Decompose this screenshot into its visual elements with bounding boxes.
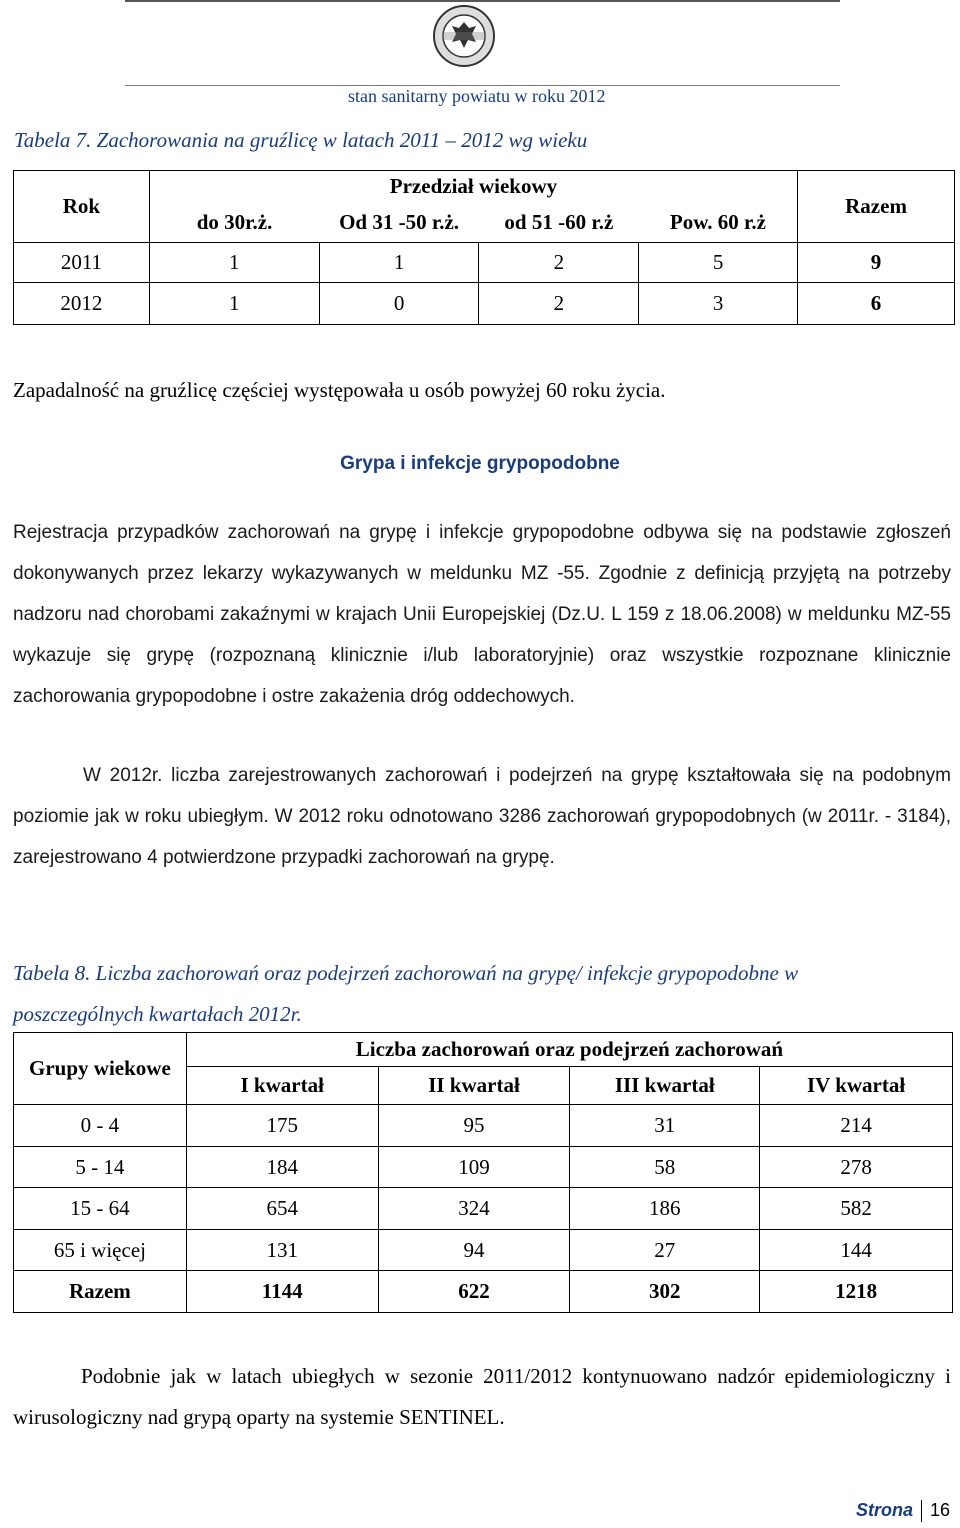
table7-cell: 2 — [479, 283, 639, 325]
table8-col: II kwartał — [378, 1067, 570, 1105]
tb-paragraph: Zapadalność na gruźlicę częściej występowała u osób powyżej 60 roku życia. — [13, 378, 666, 402]
table7-cell: 5 — [639, 243, 798, 283]
table7-cell: 1 — [319, 243, 479, 283]
table7-total: 9 — [798, 243, 955, 283]
table8-caption-label: Tabela 8. — [13, 961, 91, 985]
table8-cell: 31 — [570, 1105, 760, 1147]
table8-cell: 27 — [570, 1230, 760, 1271]
table-row — [14, 283, 955, 325]
header-title: stan sanitarny powiatu w roku 2012 — [348, 86, 606, 106]
table8-cell: 214 — [760, 1105, 953, 1147]
table7-year: 2012 — [14, 283, 150, 325]
table7 — [13, 170, 955, 325]
table8-caption — [13, 953, 933, 1035]
table8-group: 15 - 64 — [14, 1188, 187, 1230]
table8-total-cell: 1144 — [186, 1271, 378, 1313]
page-number: 16 — [929, 1500, 950, 1520]
table-row — [14, 1147, 953, 1188]
table8-cell: 186 — [570, 1188, 760, 1230]
table8-cell: 324 — [378, 1188, 570, 1230]
table-row — [14, 1105, 953, 1147]
table-row — [14, 1188, 953, 1230]
table8-cell: 131 — [186, 1230, 378, 1271]
table8-cell: 175 — [186, 1105, 378, 1147]
sentinel-paragraph: Podobnie jak w latach ubiegłych w sezonie 2011/2012 kontynuowano nadzór epidemiologiczny i wirusologiczny nad grypą oparty na systemie SENTINEL. — [13, 1364, 951, 1429]
table7-cell: 0 — [319, 283, 479, 325]
table8-col: III kwartał — [570, 1067, 760, 1105]
table8-total-cell: 1218 — [760, 1271, 953, 1313]
table8-cell: 144 — [760, 1230, 953, 1271]
table7-year: 2011 — [14, 243, 150, 283]
table8-cell: 582 — [760, 1188, 953, 1230]
flu-heading: Grypa i infekcje grypopodobne — [340, 453, 620, 474]
table7-cell: 2 — [479, 243, 639, 283]
table8-total-label: Razem — [14, 1271, 187, 1313]
table8-head-span: Liczba zachorowań oraz podejrzeń zachorowań — [186, 1033, 952, 1067]
table8-head-groups: Grupy wiekowe — [14, 1033, 187, 1105]
table8-cell: 654 — [186, 1188, 378, 1230]
table8-cell: 184 — [186, 1147, 378, 1188]
table8-col: IV kwartał — [760, 1067, 953, 1105]
footer-separator — [921, 1500, 922, 1522]
table8-cell: 95 — [378, 1105, 570, 1147]
table7-col: do 30r.ż. — [149, 203, 319, 243]
table8 — [13, 1032, 953, 1313]
page-footer — [856, 1500, 950, 1522]
table7-col: od 51 -60 r.ż — [479, 203, 639, 243]
table7-caption — [14, 128, 587, 153]
table8-cell: 109 — [378, 1147, 570, 1188]
table8-total-cell: 622 — [378, 1271, 570, 1313]
table7-col: Od 31 -50 r.ż. — [319, 203, 479, 243]
table7-head-group: Przedział wiekowy — [149, 171, 797, 203]
table7-caption-text: Zachorowania na gruźlicę w latach 2011 – 2012 wg wieku — [96, 128, 588, 152]
table8-cell: 94 — [378, 1230, 570, 1271]
table-row-total — [14, 1271, 953, 1313]
flu-paragraph-1: Rejestracja przypadków zachorowań na grypę i infekcje grypopodobne odbywa się na podstawie zgłoszeń dokonywanych przez lekarzy wykazywanych w meldunku MZ -55. Zgodnie z definicją przyjętą na potrzeby nadzoru nad chorobami zakaźnymi w krajach Unii Europejskiej (Dz.U. L 159 z 18.06.2008) w meldunku MZ-55 wykazuje się grypę (rozpoznaną klinicznie i/lub laboratoryjnie) oraz wszystkie rozpoznane klinicznie zachorowania grypopodobne i ostre zakażenia dróg oddechowych. — [13, 522, 951, 707]
table8-caption-text: Liczba zachorowań oraz podejrzeń zachorowań na grypę/ infekcje grypopodobne w poszczególnych kwartałach 2012r. — [13, 961, 799, 1026]
table8-group: 0 - 4 — [14, 1105, 187, 1147]
table8-col: I kwartał — [186, 1067, 378, 1105]
table7-total: 6 — [798, 283, 955, 325]
flu-paragraph-2: W 2012r. liczba zarejestrowanych zachorowań i podejrzeń na grypę kształtowała się na podobnym poziomie jak w roku ubiegłym. W 2012 roku odnotowano 3286 zachorowań grypopodobnych (w 2011r. - 3184), zarejestrowano 4 potwierdzone przypadki zachorowań na grypę. — [13, 765, 951, 868]
table8-group: 5 - 14 — [14, 1147, 187, 1188]
table8-cell: 278 — [760, 1147, 953, 1188]
table7-head-razem: Razem — [798, 171, 955, 243]
table7-col: Pow. 60 r.ż — [639, 203, 798, 243]
table8-cell: 58 — [570, 1147, 760, 1188]
table-row — [14, 243, 955, 283]
table8-group: 65 i więcej — [14, 1230, 187, 1271]
table8-total-cell: 302 — [570, 1271, 760, 1313]
table-row — [14, 1230, 953, 1271]
footer-label: Strona — [855, 1500, 913, 1520]
table7-caption-label: Tabela 7. — [14, 128, 92, 152]
sanitary-inspection-logo — [432, 4, 496, 68]
table7-head-rok: Rok — [14, 171, 150, 243]
table7-cell: 3 — [639, 283, 798, 325]
table7-cell: 1 — [149, 243, 319, 283]
table7-cell: 1 — [149, 283, 319, 325]
